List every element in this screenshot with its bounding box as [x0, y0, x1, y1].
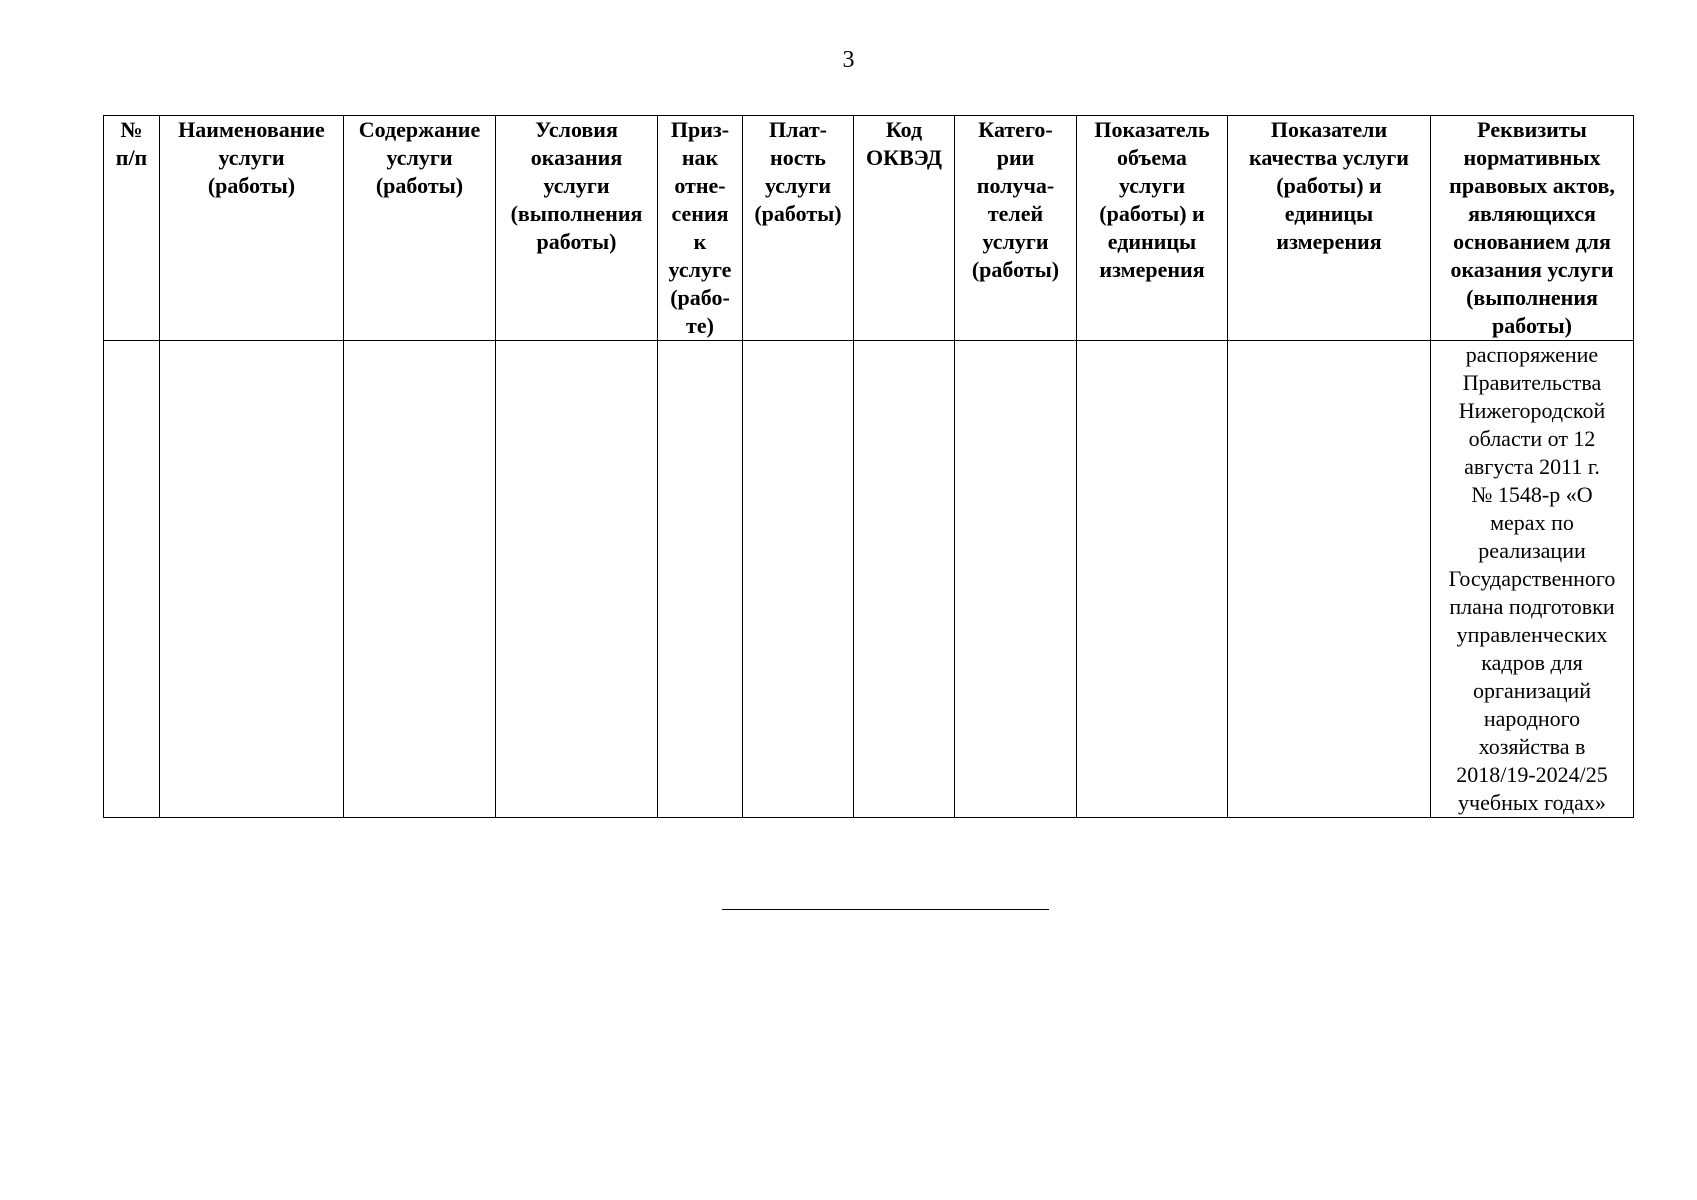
cell-service-payment	[743, 341, 854, 818]
page-number: 3	[842, 47, 855, 73]
cell-service-content	[344, 341, 496, 818]
footer-divider	[722, 909, 1049, 910]
services-registry-table	[103, 115, 1634, 818]
cell-legal-acts: распоряжение Правительства Нижегородской области от 12 августа 2011 г. № 1548-р «О мерах по реализации Государственного плана подготовки управленческих кадров для организаций народного хозяйства в 2018/19-2024/25 учебных годах»	[1431, 341, 1634, 818]
cell-quality-indicators	[1228, 341, 1431, 818]
header-legal-acts: Реквизиты нормативных правовых актов, являющихся основанием для оказания услуги (выполнения работы)	[1431, 116, 1634, 341]
table-row	[104, 341, 1634, 818]
cell-okved-code	[854, 341, 955, 818]
header-number: № п/п	[104, 116, 160, 341]
header-service-content: Содержание услуги (работы)	[344, 116, 496, 341]
cell-service-attribute	[658, 341, 743, 818]
cell-service-conditions	[496, 341, 658, 818]
header-service-conditions: Условия оказания услуги (выполнения работы)	[496, 116, 658, 341]
header-service-payment: Плат- ность услуги (работы)	[743, 116, 854, 341]
cell-service-name	[160, 341, 344, 818]
table-header-row	[104, 116, 1634, 341]
cell-number	[104, 341, 160, 818]
header-quality-indicators: Показатели качества услуги (работы) и единицы измерения	[1228, 116, 1431, 341]
cell-volume-indicator	[1077, 341, 1228, 818]
header-service-attribute: Приз- нак отне- сения к услуге (рабо- те)	[658, 116, 743, 341]
header-okved-code: Код ОКВЭД	[854, 116, 955, 341]
header-recipient-categories: Катего- рии получа- телей услуги (работы)	[955, 116, 1077, 341]
cell-recipient-categories	[955, 341, 1077, 818]
header-volume-indicator: Показатель объема услуги (работы) и единицы измерения	[1077, 116, 1228, 341]
header-service-name: Наименование услуги (работы)	[160, 116, 344, 341]
